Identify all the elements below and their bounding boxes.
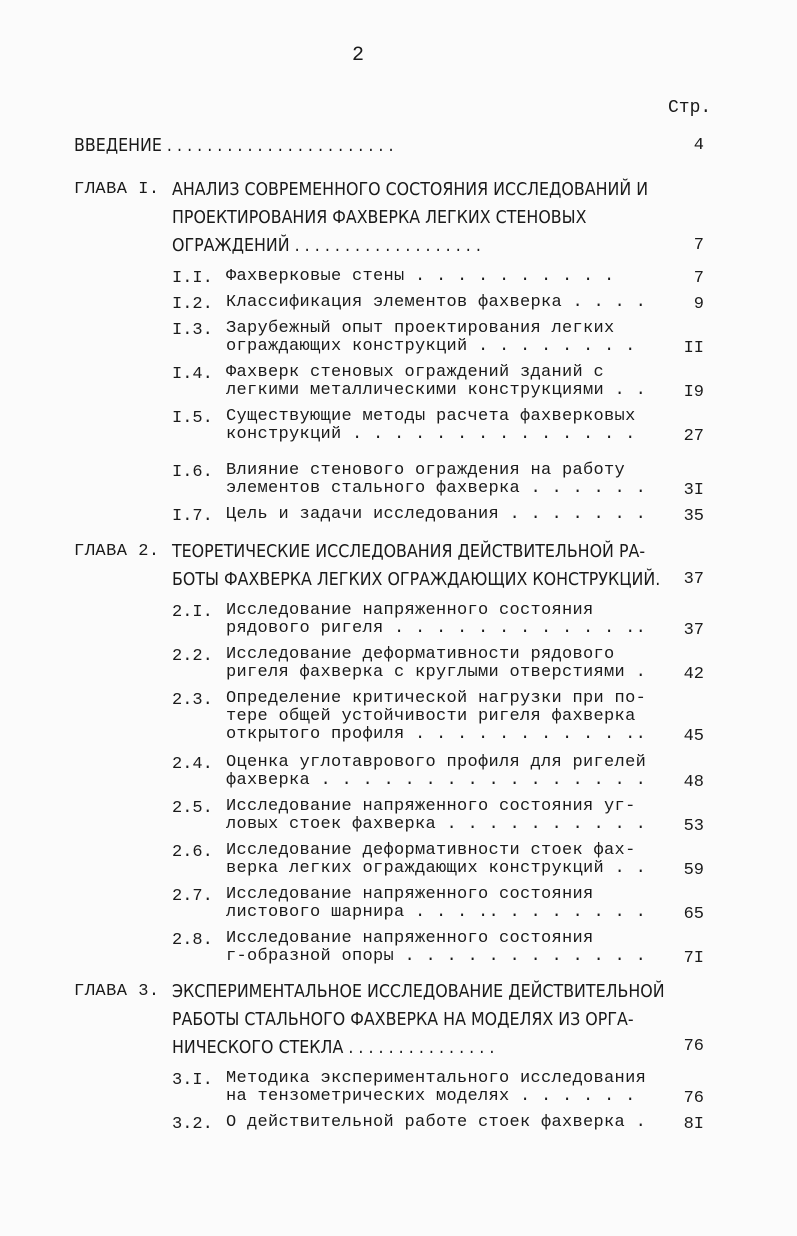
toc-entry-line: конструкций . . . . . . . . . . . . . . — [226, 425, 636, 444]
toc-entry-section-3-1[interactable] — [74, 1070, 704, 1110]
toc-entry-line: Исследование напряженного состояния — [226, 885, 594, 904]
toc-page-ref: 53 — [683, 817, 704, 836]
toc-section-number: 2.2. — [172, 647, 213, 666]
toc-entry-section-1-1[interactable] — [74, 268, 704, 288]
toc-entry-line: НИЧЕСКОГО СТЕКЛА . . . . . . . . . . . . . . . — [172, 1037, 495, 1058]
toc-entry-line: Фахверк стеновых ограждений зданий с — [226, 363, 605, 382]
toc-entry-section-1-3[interactable] — [74, 320, 704, 360]
toc-entry-chapter-1[interactable] — [74, 176, 704, 260]
toc-page-ref: 65 — [683, 905, 704, 924]
toc-entry-line: ригеля фахверка с круглыми отверстиями . — [226, 663, 647, 682]
toc-page-ref: 7 — [693, 236, 704, 255]
toc-page-ref: 8I — [683, 1115, 704, 1134]
toc-section-number: 2.5. — [172, 799, 213, 818]
toc-entry-line: ОГРАЖДЕНИЙ . . . . . . . . . . . . . . . . . . . — [172, 235, 481, 256]
toc-entry-section-2-5[interactable] — [74, 798, 704, 838]
toc-section-number: I.2. — [172, 295, 213, 314]
toc-page-ref: 7 — [693, 269, 704, 288]
toc-entry-section-2-2[interactable] — [74, 646, 704, 686]
toc-entry-line: Фахверковые стены . . . . . . . . . . — [226, 267, 615, 286]
toc-section-number: 2.3. — [172, 691, 213, 710]
toc-chapter-number: ГЛАВА 2. — [74, 542, 160, 561]
toc-entry-line: Цель и задачи исследования . . . . . . . — [226, 505, 647, 524]
toc-section-number: I.3. — [172, 321, 213, 340]
toc-entry-section-1-5[interactable] — [74, 408, 704, 448]
toc-entry-line: тере общей устойчивости ригеля фахверка — [226, 707, 636, 726]
toc-entry-line: г-образной опоры . . . . . . . . . . . . — [226, 947, 647, 966]
toc-entry-line: листового шарнира . . . .. . . . . . . . — [226, 903, 647, 922]
toc-entry-section-1-6[interactable] — [74, 462, 704, 502]
toc-page-ref: 45 — [683, 727, 704, 746]
toc-entry-line: Исследование деформативности стоек фах- — [226, 841, 636, 860]
toc-section-number: 3.2. — [172, 1115, 213, 1134]
toc-entry-line: элементов стального фахверка . . . . . . — [226, 479, 647, 498]
toc-page-ref: 35 — [683, 507, 704, 526]
toc-section-number: 3.I. — [172, 1071, 213, 1090]
toc-entry-line: верка легких ограждающих конструкций . . — [226, 859, 647, 878]
toc-entry-line: Влияние стенового ограждения на работу — [226, 461, 626, 480]
toc-entry-line: Исследование деформативности рядового — [226, 645, 615, 664]
toc-entry-line: фахверка . . . . . . . . . . . . . . . . — [226, 771, 647, 790]
toc-section-number: I.I. — [172, 269, 213, 288]
toc-entry-chapter-3[interactable] — [74, 978, 704, 1062]
toc-entry-chapter-2[interactable] — [74, 538, 704, 594]
toc-page-ref: II — [683, 339, 704, 358]
toc-section-number: 2.4. — [172, 755, 213, 774]
toc-page-ref: 27 — [683, 427, 704, 446]
toc-entry-line: ТЕОРЕТИЧЕСКИЕ ИССЛЕДОВАНИЯ ДЕЙСТВИТЕЛЬНОЙ РА- — [172, 541, 646, 562]
toc-section-number: 2.I. — [172, 603, 213, 622]
toc-entry-line: Существующие методы расчета фахверковых — [226, 407, 636, 426]
toc-entry-line: Оценка углотаврового профиля для ригелей — [226, 753, 647, 772]
toc-entry-section-3-2[interactable] — [74, 1114, 704, 1134]
toc-entry-line: БОТЫ ФАХВЕРКА ЛЕГКИХ ОГРАЖДАЮЩИХ КОНСТРУКЦИЙ. — [172, 569, 661, 590]
toc-section-number: 2.6. — [172, 843, 213, 862]
toc-section-number: 2.8. — [172, 931, 213, 950]
toc-page-ref: 37 — [683, 570, 704, 589]
toc-chapter-number: ГЛАВА 3. — [74, 982, 160, 1001]
toc-entry-section-2-4[interactable] — [74, 754, 704, 794]
toc-entry-line: ЭКСПЕРИМЕНТАЛЬНОЕ ИССЛЕДОВАНИЕ ДЕЙСТВИТЕЛЬНОЙ — [172, 981, 665, 1002]
toc-entry-line: Классификация элементов фахверка . . . . — [226, 293, 647, 312]
toc-entry-section-2-1[interactable] — [74, 602, 704, 642]
toc-page-ref: 76 — [683, 1037, 704, 1056]
toc-entry-line: О действительной работе стоек фахверка . — [226, 1113, 647, 1132]
toc-entry-line: Исследование напряженного состояния уг- — [226, 797, 636, 816]
toc-entry-section-2-7[interactable] — [74, 886, 704, 926]
toc-entry-introduction[interactable] — [74, 132, 704, 160]
toc-entry-section-2-3[interactable] — [74, 690, 704, 748]
toc-entry-section-1-7[interactable] — [74, 506, 704, 526]
toc-page-ref: 76 — [683, 1089, 704, 1108]
toc-entry-section-1-4[interactable] — [74, 364, 704, 404]
toc-entry-line: ловых стоек фахверка . . . . . . . . . . — [226, 815, 647, 834]
toc-page-ref: I9 — [683, 383, 704, 402]
toc-page-ref: 4 — [693, 136, 704, 155]
toc-entry-line: Исследование напряженного состояния — [226, 601, 594, 620]
toc-section-number: I.7. — [172, 507, 213, 526]
toc-page-ref: 59 — [683, 861, 704, 880]
toc-entry-line: рядового ригеля . . . . . . . . . . . .. — [226, 619, 647, 638]
toc-entry-line: Зарубежный опыт проектирования легких — [226, 319, 615, 338]
toc-section-number: I.5. — [172, 409, 213, 428]
toc-entry-section-2-8[interactable] — [74, 930, 704, 970]
toc-entry-section-1-2[interactable] — [74, 294, 704, 314]
toc-page-ref: 9 — [693, 295, 704, 314]
toc-entry-line: Исследование напряженного состояния — [226, 929, 594, 948]
toc-page-ref: 7I — [683, 949, 704, 968]
toc-entry-line: ограждающих конструкций . . . . . . . . — [226, 337, 636, 356]
toc-section-number: I.4. — [172, 365, 213, 384]
toc-page-ref: 3I — [683, 481, 704, 500]
toc-entry-line: АНАЛИЗ СОВРЕМЕННОГО СОСТОЯНИЯ ИССЛЕДОВАНИЙ И — [172, 179, 649, 200]
toc-page-ref: 42 — [683, 665, 704, 684]
page-number: 2 — [352, 44, 365, 67]
toc-page-ref: 48 — [683, 773, 704, 792]
page-column-header: Стр. — [668, 98, 712, 118]
toc-page-ref: 37 — [683, 621, 704, 640]
toc-entry-line: легкими металлическими конструкциями . . — [226, 381, 647, 400]
toc-entry-line: Методика экспериментального исследования — [226, 1069, 647, 1088]
toc-entry-line: ПРОЕКТИРОВАНИЯ ФАХВЕРКА ЛЕГКИХ СТЕНОВЫХ — [172, 207, 587, 228]
toc-entry-line: ВВЕДЕНИЕ . . . . . . . . . . . . . . . . . . . . . . . — [74, 135, 394, 156]
toc-entry-line: открытого профиля . . . . . . . . . . .. — [226, 725, 647, 744]
toc-entry-line: Определение критической нагрузки при по- — [226, 689, 647, 708]
toc-entry-line: на тензометрических моделях . . . . . . — [226, 1087, 636, 1106]
toc-section-number: I.6. — [172, 463, 213, 482]
toc-section-number: 2.7. — [172, 887, 213, 906]
toc-entry-line: РАБОТЫ СТАЛЬНОГО ФАХВЕРКА НА МОДЕЛЯХ ИЗ ОРГА- — [172, 1009, 634, 1030]
toc-chapter-number: ГЛАВА I. — [74, 180, 160, 199]
toc-entry-section-2-6[interactable] — [74, 842, 704, 882]
